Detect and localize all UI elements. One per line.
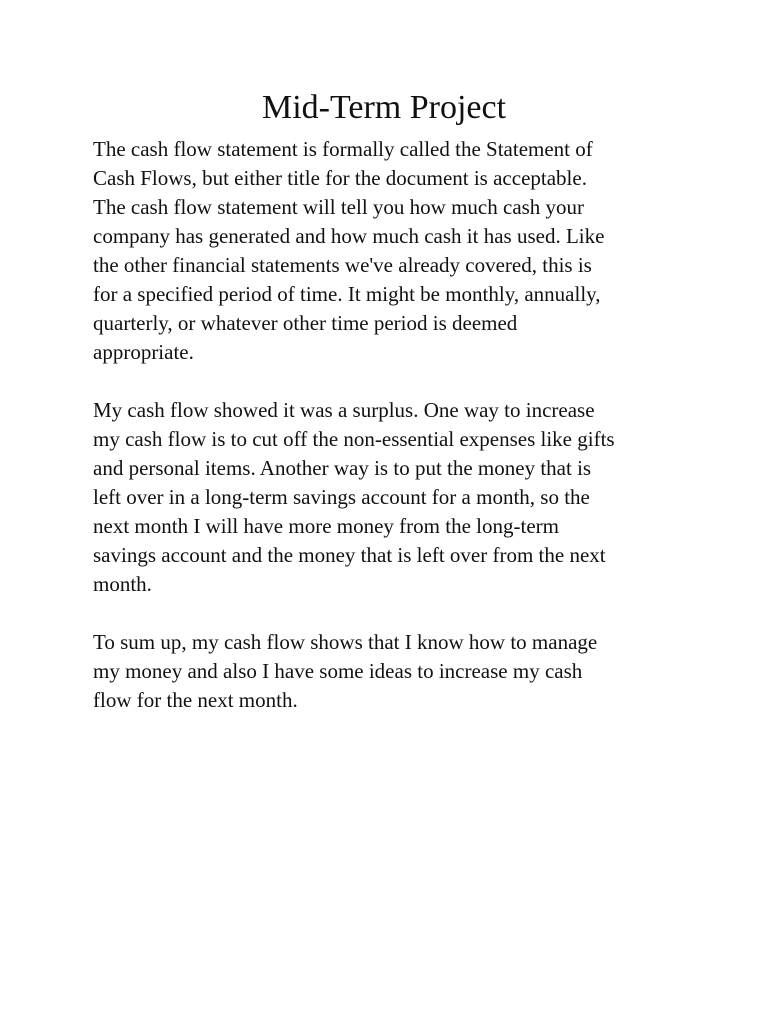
paragraph-line: month. bbox=[93, 572, 152, 596]
paragraph-line: savings account and the money that is left over from the next bbox=[93, 543, 606, 567]
paragraph-line: quarterly, or whatever other time period is deemed bbox=[93, 311, 518, 335]
paragraph-line: for a specified period of time. It might be monthly, annually, bbox=[93, 282, 601, 306]
document-title: Mid-Term Project bbox=[261, 89, 507, 126]
paragraph-line: left over in a long-term savings account for a month, so the bbox=[93, 485, 590, 509]
paragraph-line: The cash flow statement is formally called the Statement of bbox=[93, 137, 593, 161]
paragraph-line: My cash flow showed it was a surplus. One way to increase bbox=[93, 398, 595, 422]
paragraph-line: my money and also I have some ideas to increase my cash bbox=[93, 659, 583, 683]
paragraph-line: appropriate. bbox=[93, 340, 194, 364]
paragraph-line: next month I will have more money from the long-term bbox=[93, 514, 559, 538]
paragraph-surplus-ideas bbox=[93, 396, 683, 599]
paragraph-line: and personal items. Another way is to put the money that is bbox=[93, 456, 592, 480]
paragraph-summary bbox=[93, 628, 683, 715]
paragraph-line: The cash flow statement will tell you how much cash your bbox=[93, 195, 585, 219]
paragraph-line: flow for the next month. bbox=[93, 688, 298, 712]
paragraph-line: the other financial statements we've already covered, this is bbox=[93, 253, 592, 277]
paragraph-cash-flow-definition bbox=[93, 135, 683, 367]
paragraph-line: To sum up, my cash flow shows that I know how to manage bbox=[93, 630, 598, 654]
document-body bbox=[93, 135, 683, 744]
paragraph-line: my cash flow is to cut off the non-essential expenses like gifts bbox=[93, 427, 615, 451]
paragraph-line: company has generated and how much cash it has used. Like bbox=[93, 224, 605, 248]
paragraph-line: Cash Flows, but either title for the document is acceptable. bbox=[93, 166, 587, 190]
